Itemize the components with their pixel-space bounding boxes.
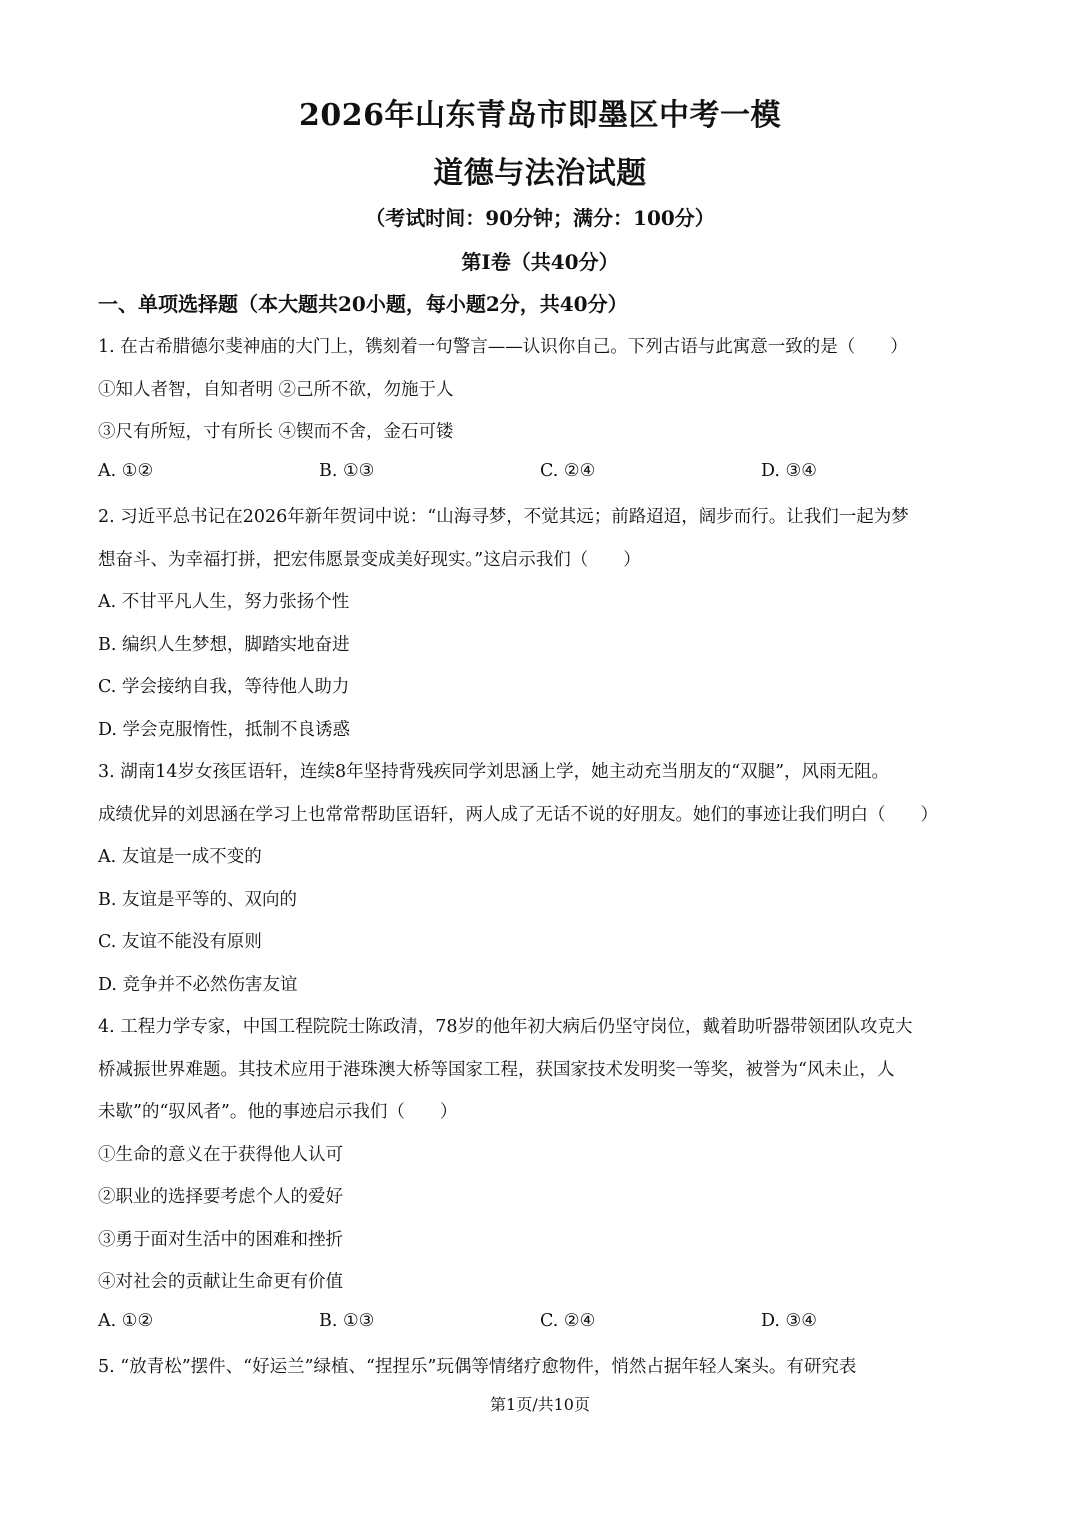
question-4-item: ④对社会的贡献让生命更有价值 xyxy=(98,1272,343,1292)
option-c: C. ②④ xyxy=(540,1311,596,1331)
option-b: B. ①③ xyxy=(319,1311,375,1331)
question-1-item-line: ①知人者智，自知者明 ②己所不欲，勿施于人 xyxy=(98,380,454,400)
option-a: A. ①② xyxy=(98,1311,154,1331)
question-4-item: ③勇于面对生活中的困难和挫折 xyxy=(98,1230,343,1250)
question-3-option-b: B. 友谊是平等的、双向的 xyxy=(98,890,297,910)
question-4-options xyxy=(98,1311,998,1335)
option-d: D. ③④ xyxy=(761,1311,817,1331)
question-2-option-b: B. 编织人生梦想，脚踏实地奋进 xyxy=(98,635,350,655)
question-1-options xyxy=(98,461,998,485)
question-4-stem-cont: 桥减振世界难题。其技术应用于港珠澳大桥等国家工程，获国家技术发明奖一等奖，被誉为“风未止，人 xyxy=(98,1060,895,1080)
question-5-stem: 5. “放青松”摆件、“好运兰”绿植、“捏捏乐”玩偶等情绪疗愈物件，悄然占据年轻人案头。有研究表 xyxy=(98,1357,857,1377)
question-2-option-d: D. 学会克服惰性，抵制不良诱惑 xyxy=(98,720,351,740)
question-3-option-a: A. 友谊是一成不变的 xyxy=(98,847,262,867)
question-2-stem-cont: 想奋斗、为幸福打拼，把宏伟愿景变成美好现实。”这启示我们（ ） xyxy=(98,550,641,570)
exam-title: 2026年山东青岛市即墨区中考一模 xyxy=(299,98,781,133)
question-4-item: ①生命的意义在于获得他人认可 xyxy=(98,1145,343,1165)
exam-subject: 道德与法治试题 xyxy=(433,156,647,191)
question-2-option-a: A. 不甘平凡人生，努力张扬个性 xyxy=(98,592,350,612)
question-3-stem: 3. 湖南14岁女孩匡语轩，连续8年坚持背残疾同学刘思涵上学，她主动充当朋友的“双腿”，风雨无阻。 xyxy=(98,762,890,782)
exam-info: （考试时间：90分钟；满分：100分） xyxy=(365,206,715,230)
question-3-stem-cont: 成绩优异的刘思涵在学习上也常常帮助匡语轩，两人成了无话不说的好朋友。她们的事迹让我们明白（ ） xyxy=(98,805,938,825)
question-2-stem: 2. 习近平总书记在2026年新年贺词中说：“山海寻梦，不觉其远；前路迢迢，阔步而行。让我们一起为梦 xyxy=(98,507,909,527)
question-3-option-c: C. 友谊不能没有原则 xyxy=(98,932,262,952)
question-4-stem-cont: 未歇”的“驭风者”。他的事迹启示我们（ ） xyxy=(98,1102,458,1122)
question-1-stem: 1. 在古希腊德尔斐神庙的大门上，镌刻着一句警言——认识你自己。下列古语与此寓意一致的是（ ） xyxy=(98,337,908,357)
question-1-item-line: ③尺有所短，寸有所长 ④锲而不舍，金石可镂 xyxy=(98,422,454,442)
question-3-option-d: D. 竞争并不必然伤害友谊 xyxy=(98,975,298,995)
section-heading: 一、单项选择题（本大题共20小题，每小题2分，共40分） xyxy=(98,292,628,316)
question-4-stem: 4. 工程力学专家，中国工程院院士陈政清，78岁的他年初大病后仍坚守岗位，戴着助听器带领团队攻克大 xyxy=(98,1017,913,1037)
option-c: C. ②④ xyxy=(540,461,596,481)
question-2-option-c: C. 学会接纳自我，等待他人助力 xyxy=(98,677,350,697)
option-a: A. ①② xyxy=(98,461,154,481)
question-4-item: ②职业的选择要考虑个人的爱好 xyxy=(98,1187,343,1207)
option-b: B. ①③ xyxy=(319,461,375,481)
volume-heading: 第Ⅰ卷（共40分） xyxy=(461,250,619,274)
option-d: D. ③④ xyxy=(761,461,817,481)
page-number: 第1页/共10页 xyxy=(490,1395,590,1414)
